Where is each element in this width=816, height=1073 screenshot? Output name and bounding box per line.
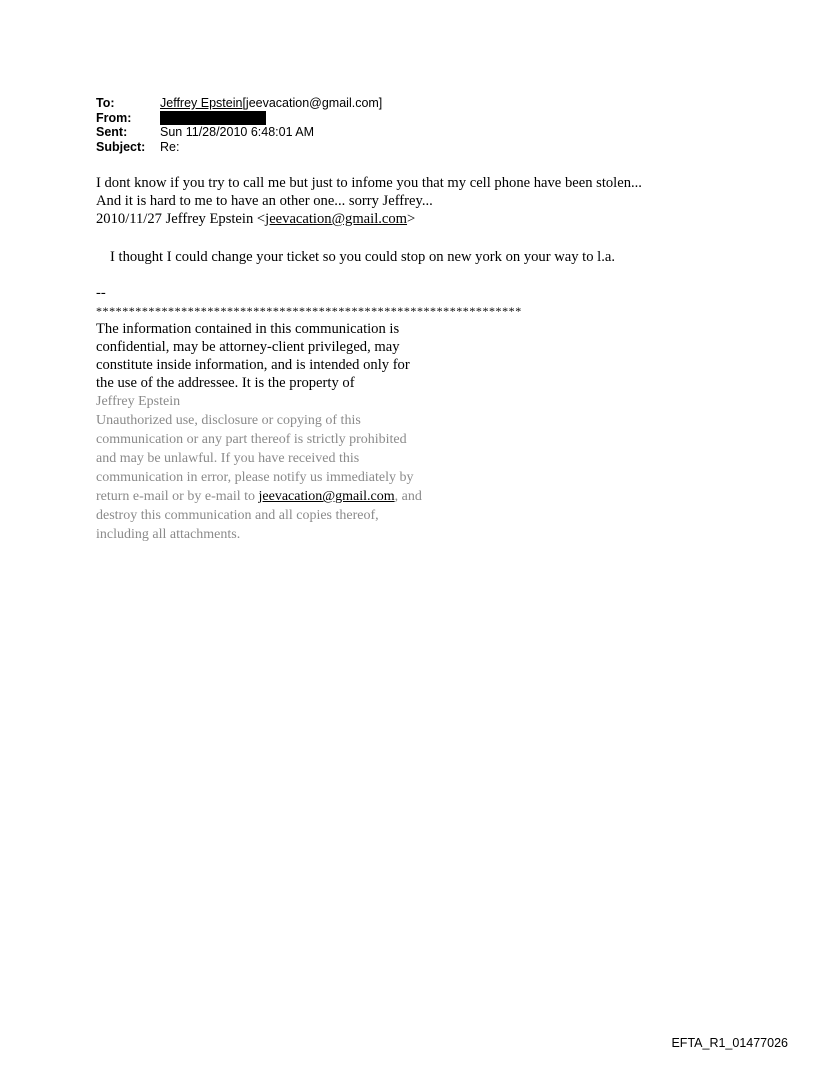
from-row [96,111,382,126]
disclaimer-line: confidential, may be attorney-client privileged, may [96,339,400,355]
disclaimer-line: The information contained in this communication is [96,321,400,337]
quote-attribution-end: > [407,211,416,227]
quote-attribution: 2010/11/27 Jeffrey Epstein < [96,211,266,227]
redaction-bar [160,111,266,125]
quoted-message: I thought I could change your ticket so you could stop on new york on your way to l.a. [110,249,616,265]
to-row [96,96,382,111]
body-line-1: I dont know if you try to call me but just to infome you that my cell phone have been stolen... [96,175,642,191]
disclaimer-gray-line: communication or any part thereof is strictly prohibited [96,432,407,447]
disclaimer-link-prefix: return e-mail or by e-mail to [96,489,259,504]
sent-value: Sun 11/28/2010 6:48:01 AM [160,125,315,139]
document-id: EFTA_R1_01477026 [671,1036,788,1050]
sent-label: Sent: [96,125,128,139]
disclaimer-gray-line: destroy this communication and all copies thereof, [96,508,379,523]
email-link[interactable]: jeevacation@gmail.com [265,211,408,227]
disclaimer-gray-line: including all attachments. [96,527,241,542]
sent-row [96,125,382,140]
disclaimer-line: constitute inside information, and is intended only for [96,357,410,373]
to-name: Jeffrey Epstein [160,96,243,110]
disclaimer-gray-line: Unauthorized use, disclosure or copying of this [96,413,361,428]
signature-dashes: -- [96,285,106,301]
disclaimer-gray [96,392,522,544]
disclaimer-gray-line: communication in error, please notify us immediately by [96,470,414,485]
signature-block [96,284,522,544]
to-email: [jeevacation@gmail.com] [242,96,383,110]
disclaimer-line: the use of the addressee. It is the property of [96,375,355,391]
email-header [96,96,382,154]
email-body [96,174,642,228]
subject-row [96,140,382,155]
disclaimer-gray-line [96,487,522,506]
body-line-2: And it is hard to me to have an other one... sorry Jeffrey... [96,193,433,209]
from-label: From: [96,110,132,125]
body-line-3 [96,210,642,228]
signature-stars: ***************************************************************** [96,304,522,318]
disclaimer-link-suffix: , and [394,489,422,504]
subject-value: Re: [160,139,180,154]
to-label: To: [96,96,115,110]
disclaimer-email-link[interactable]: jeevacation@gmail.com [258,489,395,504]
subject-label: Subject: [96,139,146,154]
disclaimer-gray-line: Jeffrey Epstein [96,394,181,409]
disclaimer-gray-line: and may be unlawful. If you have received this [96,451,360,466]
to-value [160,96,382,111]
